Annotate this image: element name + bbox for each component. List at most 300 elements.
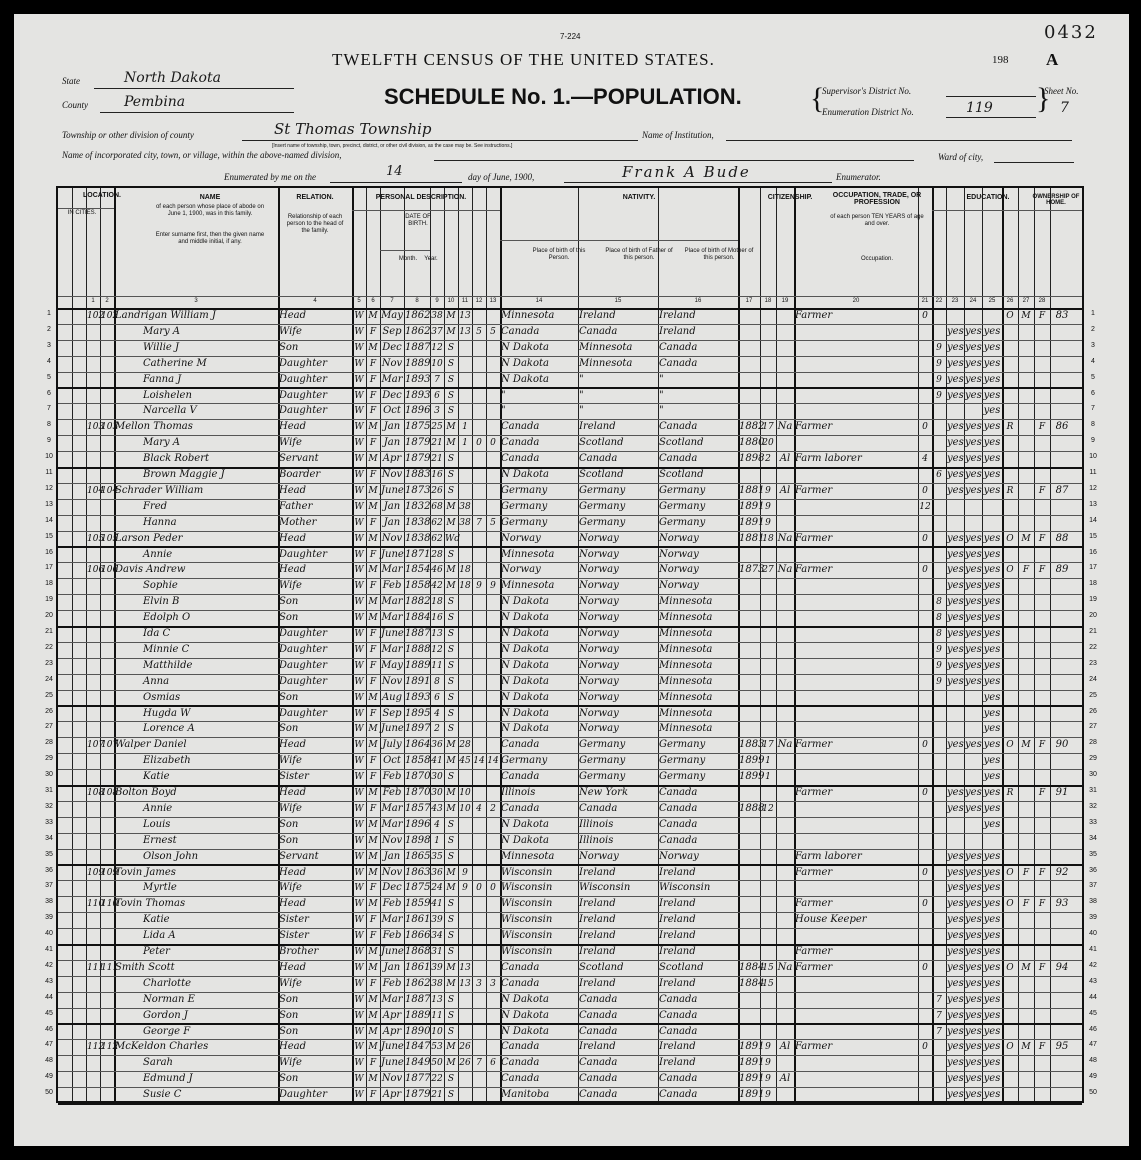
cell-fpob: Canada (579, 993, 618, 1005)
column-number: 5 (357, 298, 361, 304)
cell-age: 30 (431, 772, 443, 783)
column-number: 8 (415, 298, 419, 304)
cell-yus: 20 (762, 438, 774, 449)
cell-mar: M (446, 517, 456, 528)
cell-name: Edolph O (143, 612, 191, 624)
row-number: 4 (47, 357, 51, 365)
cell-color: W (354, 708, 364, 719)
cell-mpob: Canada (659, 802, 698, 814)
column-number: 19 (781, 298, 789, 304)
cell-fpob: Norway (579, 628, 619, 639)
cell-fam: 106 (101, 565, 119, 576)
cell-sex: F (369, 374, 377, 385)
cell-dw: 108 (87, 788, 105, 798)
cell-age: 16 (431, 613, 443, 624)
cell-read: yes (947, 946, 964, 957)
cell-sex: F (369, 629, 377, 639)
cell-eng: yes (983, 675, 1001, 687)
cell-rel: Sister (279, 771, 309, 783)
cell-age: 53 (431, 1042, 443, 1053)
cell-name: Davis Andrew (115, 564, 186, 576)
cell-year: 1863 (405, 866, 431, 878)
cell-dw: 112 (87, 1042, 105, 1053)
cell-sex: M (368, 485, 378, 496)
cell-sex: M (368, 692, 378, 703)
cell-unemp: 0 (922, 740, 928, 751)
table-row (58, 1055, 1082, 1071)
cell-nat: Na (777, 564, 793, 576)
cell-age: 21 (431, 1090, 443, 1101)
row-number: 47 (45, 1041, 53, 1049)
cell-dw: 104 (87, 485, 105, 496)
cell-rel: Boarder (279, 469, 321, 480)
cell-read: yes (947, 421, 964, 433)
cell-unemp: 0 (922, 565, 928, 576)
cell-read: yes (947, 1041, 964, 1053)
cell-sex: M (368, 1042, 378, 1053)
cell-read: yes (947, 866, 964, 878)
cell-ym: 1 (462, 422, 468, 433)
cell-eng: yes (983, 628, 1001, 639)
cell-write: yes (965, 580, 982, 592)
cell-mpob: Germany (659, 484, 706, 496)
cell-year: 1849 (405, 1057, 431, 1069)
cell-mpob: Minnesota (659, 628, 713, 639)
cell-ch: 4 (476, 803, 482, 814)
cell-pob: Canada (501, 453, 540, 465)
cell-yus: 12 (762, 803, 774, 814)
table-row (58, 1008, 1082, 1024)
cell-age: 41 (431, 756, 443, 767)
cell-rel: Sister (279, 930, 309, 942)
row-number: 26 (45, 707, 53, 715)
cell-color: W (354, 438, 364, 449)
cell-pob: Canada (501, 961, 540, 973)
table-row (58, 1039, 1082, 1055)
row-number: 13 (45, 500, 53, 508)
row-number: 21 (1089, 628, 1097, 635)
section-location: LOCATION. (83, 192, 121, 199)
cell-name: Annie (143, 548, 173, 560)
cell-sex: M (368, 311, 378, 321)
section-education: EDUCATION. (966, 194, 1010, 201)
cell-fpob: Illinois (579, 818, 614, 830)
cell-fpob: Canada (579, 1057, 618, 1069)
row-number: 39 (1089, 914, 1097, 922)
table-row (58, 721, 1082, 737)
cell-mort: M (1021, 533, 1031, 544)
cell-color: W (354, 629, 364, 639)
cell-mpob: Canada (659, 1009, 698, 1021)
cell-color: W (354, 978, 364, 989)
cell-mpob: " (659, 389, 664, 401)
cell-color: W (354, 581, 364, 592)
table-row (58, 483, 1082, 499)
cell-color: W (354, 422, 364, 433)
cell-age: 62 (431, 533, 443, 544)
cell-pob: N Dakota (501, 373, 549, 385)
cell-sex: F (369, 803, 377, 814)
cell-yus: 9 (765, 1074, 771, 1085)
cell-fno: 83 (1055, 310, 1069, 321)
cell-month: Mar (381, 596, 403, 608)
row-number: 4 (1091, 357, 1095, 365)
column-number: 28 (1038, 298, 1046, 304)
cell-pob: N Dakota (501, 675, 549, 687)
row-number: 28 (45, 739, 53, 747)
cell-mpob: Norway (659, 850, 699, 862)
cell-ym: 9 (462, 883, 468, 894)
cell-fpob: Canada (579, 453, 618, 465)
cell-occ: Farmer (795, 866, 833, 878)
cell-read: yes (947, 1089, 964, 1101)
cell-read: yes (947, 882, 964, 894)
cell-year: 1861 (405, 961, 431, 973)
cell-color: W (354, 740, 364, 751)
cell-liv: 0 (490, 883, 496, 894)
cell-year: 1875 (405, 421, 431, 433)
cell-mar: S (447, 1074, 455, 1085)
cell-color: W (354, 1010, 364, 1021)
cell-imm: 1898 (739, 453, 765, 465)
row-number: 30 (1089, 771, 1097, 779)
cell-mar: M (446, 740, 456, 751)
cell-read: yes (947, 580, 964, 592)
cell-rel: Head (279, 898, 307, 910)
row-number: 14 (45, 516, 53, 524)
cell-liv: 9 (490, 581, 496, 592)
cell-fpob: Norway (579, 707, 619, 719)
cell-mar: S (447, 342, 455, 353)
cell-eng: yes (983, 739, 1001, 751)
cell-age: 35 (431, 851, 443, 862)
cell-eng: yes (983, 993, 1001, 1005)
cell-eng: yes (983, 325, 1001, 337)
cell-write: yes (965, 914, 982, 926)
row-number: 2 (47, 325, 51, 333)
cell-mar: M (446, 867, 456, 878)
cell-mpob: Ireland (659, 1041, 696, 1053)
cell-pob: Canada (501, 421, 540, 433)
cell-mar: S (447, 931, 455, 942)
cell-write: yes (965, 850, 982, 862)
cell-pob: N Dakota (501, 357, 549, 369)
cell-pob: N Dakota (501, 643, 549, 655)
cell-year: 1882 (405, 596, 431, 608)
cell-sex: M (368, 899, 378, 910)
cell-sex: F (369, 549, 377, 560)
cell-yus: 9 (765, 517, 771, 528)
cell-pob: Wisconsin (501, 914, 553, 926)
cell-mar: M (446, 756, 456, 767)
cell-pob: Wisconsin (501, 898, 553, 910)
cell-age: 43 (431, 803, 443, 814)
cell-liv: 5 (490, 326, 496, 337)
cell-fpob: Minnesota (579, 357, 633, 369)
cell-read: yes (947, 357, 964, 369)
cell-name: Narcella V (143, 405, 197, 417)
cell-yus: 2 (765, 454, 771, 465)
table-row (58, 896, 1082, 912)
cell-fpob: New York (579, 787, 628, 798)
column-number: 15 (614, 298, 622, 304)
cell-eng: yes (983, 1025, 1001, 1037)
cell-write: yes (965, 659, 982, 671)
cell-liv: 6 (490, 1058, 496, 1069)
cell-sex: F (369, 390, 377, 401)
section-personal: PERSONAL DESCRIPTION. (375, 194, 467, 201)
cell-fam: 112 (101, 1042, 119, 1053)
cell-year: 1890 (405, 1025, 431, 1037)
cell-pob: Minnesota (501, 548, 555, 560)
cell-write: yes (965, 341, 982, 353)
cell-own: O (1006, 962, 1014, 973)
cell-age: 7 (434, 374, 440, 385)
cell-read: yes (947, 675, 964, 687)
cell-fno: 88 (1055, 532, 1069, 544)
cell-mar: S (447, 454, 455, 465)
cell-sex: M (368, 422, 378, 433)
cell-imm: 1881 (739, 532, 765, 544)
cell-rel: Son (279, 1009, 299, 1021)
year-header: Year. (424, 256, 438, 262)
cell-nat: Al (779, 1073, 791, 1085)
cell-year: 1877 (405, 1073, 431, 1085)
cell-sex: M (368, 819, 378, 830)
cell-ym: 38 (459, 517, 471, 528)
row-number: 5 (1091, 373, 1095, 381)
cell-name: Mary A (143, 437, 181, 449)
cell-read: yes (947, 802, 964, 814)
column-number: 17 (745, 298, 753, 304)
cell-age: 4 (434, 819, 440, 830)
cell-school: 9 (936, 358, 942, 369)
cell-eng: yes (983, 1009, 1001, 1021)
cell-age: 8 (434, 676, 440, 687)
cell-ym: 13 (459, 978, 471, 989)
cell-pob: Minnesota (501, 580, 555, 592)
column-number: 27 (1022, 298, 1030, 304)
cell-mpob: Germany (659, 739, 706, 751)
table-row (58, 976, 1082, 992)
cell-month: Sep (382, 707, 402, 719)
cell-mort: F (1022, 867, 1030, 878)
cell-own: R (1006, 788, 1014, 798)
cell-school: 7 (936, 1026, 942, 1037)
cell-school: 9 (936, 660, 942, 671)
cell-mar: S (447, 772, 455, 783)
cell-fpob: Canada (579, 1073, 618, 1085)
cell-sex: F (369, 581, 377, 592)
cell-read: yes (947, 1025, 964, 1037)
cell-fpob: Germany (579, 755, 626, 767)
cell-imm: 1884 (739, 961, 765, 973)
cell-rel: Head (279, 310, 307, 321)
cell-write: yes (965, 675, 982, 687)
row-number: 20 (1089, 612, 1097, 620)
cell-mpob: Canada (659, 1025, 698, 1037)
cell-write: yes (965, 484, 982, 496)
row-number: 7 (1091, 405, 1095, 413)
form-number: 7-224 (560, 32, 581, 41)
cell-year: 1891 (405, 675, 431, 687)
cell-own: O (1006, 740, 1014, 751)
cell-mar: M (446, 883, 456, 894)
cell-age: 12 (431, 342, 443, 353)
county-value: Pembina (124, 94, 186, 110)
cell-rel: Wife (279, 802, 302, 814)
cell-mpob: Minnesota (659, 723, 713, 735)
cell-yus: 17 (762, 740, 774, 751)
cell-imm: 1888 (739, 802, 765, 814)
cell-write: yes (965, 453, 982, 465)
cell-name: Susie C (143, 1089, 182, 1101)
cell-nat: Na (777, 421, 793, 433)
cell-occ: Farmer (795, 946, 833, 957)
cell-month: June (381, 946, 404, 957)
table-row (58, 594, 1082, 610)
row-number: 11 (1089, 469, 1097, 476)
cell-farm: F (1038, 422, 1046, 433)
cell-age: 30 (431, 788, 443, 798)
table-row (58, 435, 1082, 451)
cell-fpob: Germany (579, 771, 626, 783)
cell-fpob: Ireland (579, 898, 616, 910)
cell-color: W (354, 533, 364, 544)
cell-name: Tovin James (115, 866, 176, 878)
sheet-brace: } (1036, 82, 1051, 115)
header-divider (352, 210, 500, 211)
cell-sex: M (368, 740, 378, 751)
row-number: 23 (45, 659, 53, 667)
cell-mar: M (446, 803, 456, 814)
cell-pob: Wisconsin (501, 866, 553, 878)
cell-eng: yes (983, 771, 1001, 783)
row-number: 16 (45, 548, 53, 556)
table-row (58, 515, 1082, 531)
cell-mar: S (447, 692, 455, 703)
cell-mpob: Minnesota (659, 691, 713, 703)
table-row (58, 356, 1082, 372)
cell-name: Elizabeth (143, 755, 191, 767)
cell-color: W (354, 962, 364, 973)
cell-rel: Daughter (279, 548, 327, 560)
cell-month: June (381, 484, 404, 496)
cell-mar: S (447, 374, 455, 385)
cell-pob: N Dakota (501, 834, 549, 846)
cell-color: W (354, 613, 364, 624)
cell-color: W (354, 311, 364, 321)
cell-fpob: Norway (579, 612, 619, 624)
cell-mpob: Canada (659, 993, 698, 1005)
cell-sex: M (368, 994, 378, 1005)
cell-eng: yes (983, 659, 1001, 671)
cell-rel: Wife (279, 1057, 302, 1069)
cell-year: 1897 (405, 723, 431, 735)
cell-rel: Servant (279, 850, 319, 862)
cell-mar: M (446, 326, 456, 337)
section-occupation: OCCUPATION, TRADE, OR PROFESSION (832, 192, 922, 206)
header-divider (58, 208, 114, 209)
cell-write: yes (965, 564, 982, 576)
cell-dw: 103 (87, 422, 105, 433)
cell-unemp: 0 (922, 485, 928, 496)
cell-unemp: 0 (922, 899, 928, 910)
cell-mpob: Norway (659, 532, 699, 544)
cell-mort: M (1021, 740, 1031, 751)
cell-write: yes (965, 643, 982, 655)
cell-month: Apr (382, 1025, 402, 1037)
cell-read: yes (947, 898, 964, 910)
cell-rel: Son (279, 341, 299, 353)
cell-write: yes (965, 802, 982, 814)
cell-read: yes (947, 993, 964, 1005)
cell-yus: 27 (762, 565, 774, 576)
cell-read: yes (947, 787, 964, 798)
cell-pob: N Dakota (501, 818, 549, 830)
state-value: North Dakota (124, 70, 221, 86)
cell-age: 2 (434, 724, 440, 735)
cell-year: 1879 (405, 1089, 431, 1101)
cell-month: Feb (382, 580, 402, 592)
cell-mar: S (447, 358, 455, 369)
cell-farm: F (1038, 740, 1046, 751)
cell-read: yes (947, 596, 964, 608)
cell-rel: Wife (279, 755, 302, 767)
cell-farm: F (1038, 533, 1046, 544)
cell-rel: Head (279, 866, 307, 878)
cell-write: yes (965, 373, 982, 385)
birth-mother: Place of birth of Mother of this person. (684, 248, 754, 261)
table-row (58, 658, 1082, 674)
cell-year: 1889 (405, 659, 431, 671)
cell-mpob: Canada (659, 341, 698, 353)
state-label: State (62, 76, 80, 86)
cell-mar: M (446, 1042, 456, 1053)
cell-rel: Daughter (279, 405, 327, 417)
column-number: 6 (371, 298, 375, 304)
cell-rel: Wife (279, 325, 302, 337)
cell-eng: yes (983, 453, 1001, 465)
cell-month: Dec (382, 341, 402, 353)
table-row (58, 960, 1082, 976)
township-label: Township or other division of county (62, 130, 194, 140)
row-number: 8 (1091, 421, 1095, 429)
cell-read: yes (947, 469, 964, 480)
row-number: 31 (45, 787, 53, 794)
cell-name: Hanna (143, 516, 177, 528)
cell-color: W (354, 676, 364, 687)
cell-mpob: Ireland (659, 946, 696, 957)
cell-mpob: Germany (659, 516, 706, 528)
cell-mort: F (1022, 565, 1030, 576)
cell-sex: M (368, 565, 378, 576)
cell-ch: 14 (473, 756, 485, 767)
table-row (58, 308, 1082, 324)
table-row (58, 419, 1082, 435)
cell-unemp: 0 (922, 422, 928, 433)
column-number: 20 (852, 298, 860, 304)
cell-age: 13 (431, 994, 443, 1005)
cell-sex: F (369, 978, 377, 989)
cell-mpob: Minnesota (659, 643, 713, 655)
row-number: 48 (45, 1057, 53, 1065)
cell-year: 1862 (405, 977, 431, 989)
column-number: 11 (461, 298, 469, 304)
cell-name: Larson Peder (115, 532, 183, 544)
cell-name: Peter (143, 946, 170, 957)
cell-ch: 7 (476, 1058, 482, 1069)
